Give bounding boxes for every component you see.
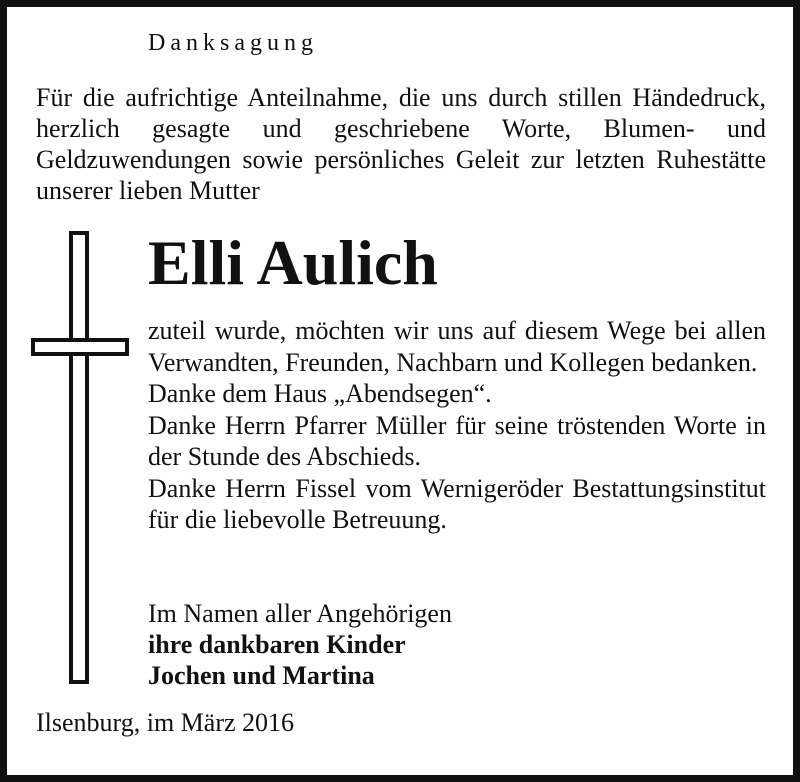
- signature-line: ihre dankbaren Kinder: [148, 630, 406, 659]
- thanks-line: Danke Herrn Pfarrer Müller für seine tröstenden Worte in der Stunde des Abschieds.: [148, 410, 766, 471]
- signature-line: Im Namen aller Angehörigen: [148, 599, 452, 628]
- thanks-line: Danke dem Haus „Abendsegen“.: [148, 379, 492, 408]
- notice-heading: Danksagung: [148, 30, 318, 56]
- thanks-body: [148, 315, 766, 536]
- thanks-line: Danke Herrn Fissel vom Wernigeröder Bestattungsinstitut für die liebevolle Betreuung.: [148, 473, 766, 534]
- signature-names: Jochen und Martina: [148, 661, 375, 690]
- thanks-line: zuteil wurde, möchten wir uns auf diesem Wege bei allen Verwandten, Freunden, Nachbarn und Kollegen bedanken.: [148, 316, 766, 377]
- cross-icon: [30, 230, 132, 685]
- intro-paragraph: Für die aufrichtige Anteilnahme, die uns durch stillen Händedruck, herzlich gesagte und geschriebene Worte, Blumen- und Geldzuwendungen sowie persönliches Geleit zur letzten Ruhestätte unserer lieben Mutter: [36, 83, 766, 205]
- place-date: Ilsenburg, im März 2016: [36, 708, 295, 737]
- signature-block: [148, 598, 452, 691]
- deceased-name: Elli Aulich: [148, 227, 438, 298]
